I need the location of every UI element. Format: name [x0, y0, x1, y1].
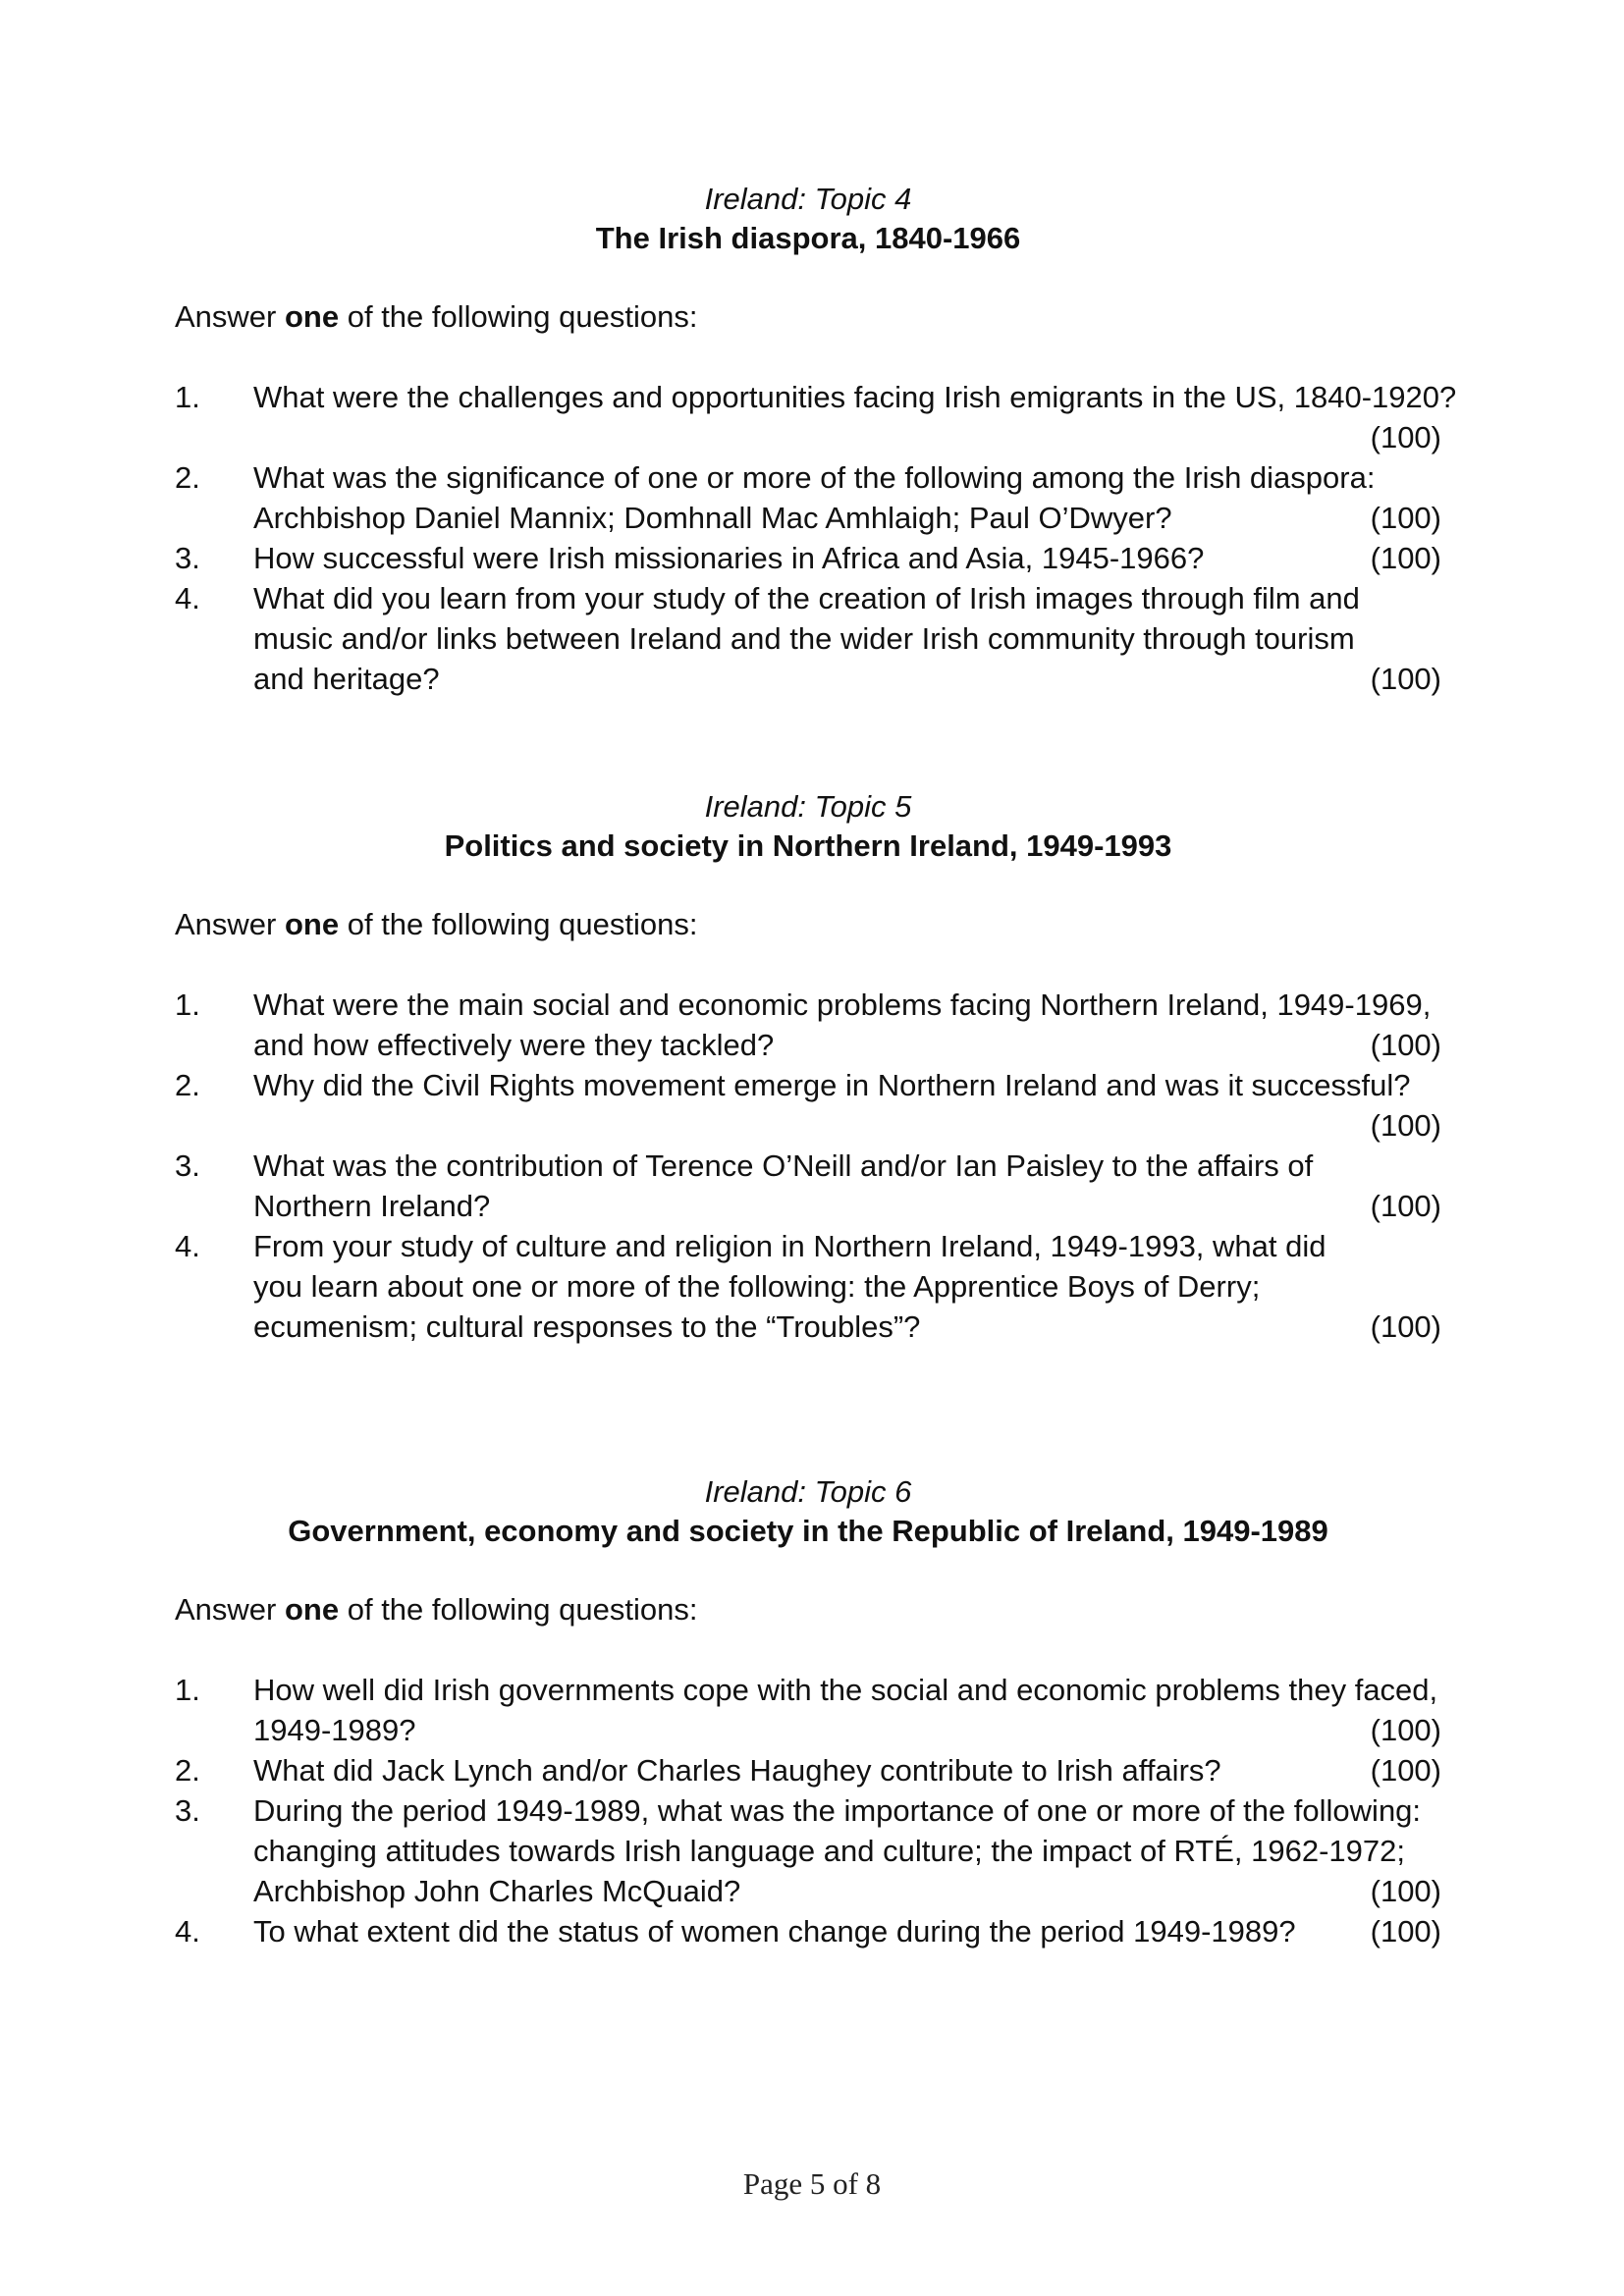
- question-text-line: and how effectively were they tackled? (100): [253, 1025, 1441, 1065]
- question-marks: (100): [1370, 420, 1441, 454]
- question-text-line: and heritage? (100): [253, 659, 1441, 699]
- topic-title: Politics and society in Northern Ireland, 1949-1993: [444, 828, 1172, 863]
- question-text-line: To what extent did the status of women change during the period 1949-1989? (100): [253, 1911, 1441, 1951]
- question-number: 2.: [175, 1753, 200, 1788]
- question-text-line: How successful were Irish missionaries in Africa and Asia, 1945-1966? (100): [253, 538, 1441, 578]
- topic-section: [175, 180, 1457, 699]
- question-number: 4.: [175, 1914, 200, 1949]
- instruction-text: Answer: [175, 907, 285, 941]
- question-number: 3.: [175, 1793, 200, 1828]
- question-text-line: Archbishop Daniel Mannix; Domhnall Mac Amhlaigh; Paul O’Dwyer? (100): [253, 498, 1441, 538]
- question-text-line: Why did the Civil Rights movement emerge in Northern Ireland and was it successful?: [253, 1068, 1411, 1102]
- question-number: 3.: [175, 1148, 200, 1183]
- question-item: [175, 985, 1441, 1065]
- question-number: 1.: [175, 1673, 200, 1707]
- question-number: 1.: [175, 988, 200, 1022]
- question-list: [175, 985, 1441, 1347]
- instruction-emphasis: one: [284, 1592, 340, 1627]
- instruction-emphasis: one: [284, 907, 340, 941]
- question-text-line: Archbishop John Charles McQuaid? (100): [253, 1871, 1441, 1911]
- question-marks: (100): [1370, 1914, 1441, 1949]
- question-text-line: What were the challenges and opportunities facing Irish emigrants in the US, 1840-1920?: [253, 380, 1457, 414]
- instruction-emphasis: one: [284, 299, 340, 334]
- topic-section: [175, 787, 1441, 1347]
- question-item: [175, 1226, 1441, 1347]
- question-marks: (100): [1370, 1713, 1441, 1747]
- question-item: [175, 1911, 1441, 1951]
- question-number: 2.: [175, 460, 200, 495]
- question-number: 3.: [175, 541, 200, 575]
- topic-title: The Irish diaspora, 1840-1966: [595, 221, 1021, 255]
- question-marks: (100): [1370, 1108, 1441, 1143]
- question-text-line: ecumenism; cultural responses to the “Troubles”? (100): [253, 1307, 1441, 1347]
- question-text-line: 1949-1989? (100): [253, 1710, 1441, 1750]
- marks-line: [253, 417, 1441, 457]
- question-text-line: From your study of culture and religion in Northern Ireland, 1949-1993, what did: [253, 1229, 1326, 1263]
- question-text-line: During the period 1949-1989, what was the importance of one or more of the following:: [253, 1793, 1422, 1828]
- instruction-text: of the following questions:: [339, 1592, 698, 1627]
- question-number: 1.: [175, 380, 200, 414]
- question-text-line: music and/or links between Ireland and the wider Irish community through tourism: [253, 621, 1355, 656]
- question-marks: (100): [1370, 501, 1441, 535]
- page-footer: Page 5 of 8: [742, 2166, 882, 2201]
- question-item: [175, 377, 1457, 457]
- question-text-line: What did Jack Lynch and/or Charles Haughey contribute to Irish affairs? (100): [253, 1750, 1441, 1790]
- instruction-text: Answer: [175, 1592, 285, 1627]
- question-text-line: What were the main social and economic problems facing Northern Ireland, 1949-1969,: [253, 988, 1432, 1022]
- question-text-line: you learn about one or more of the following: the Apprentice Boys of Derry;: [253, 1269, 1261, 1304]
- question-marks: (100): [1370, 1189, 1441, 1223]
- question-number: 4.: [175, 1229, 200, 1263]
- question-text-line: What did you learn from your study of the creation of Irish images through film and: [253, 581, 1360, 615]
- topic-title: Government, economy and society in the Republic of Ireland, 1949-1989: [288, 1514, 1328, 1548]
- marks-line: [253, 1105, 1441, 1146]
- question-marks: (100): [1370, 1753, 1441, 1788]
- question-item: [175, 538, 1441, 578]
- topic-section: [175, 1472, 1441, 1951]
- question-marks: (100): [1370, 541, 1441, 575]
- question-list: [175, 377, 1457, 699]
- question-text-line: What was the significance of one or more of the following among the Irish diaspora:: [253, 460, 1376, 495]
- instruction-text: of the following questions:: [339, 907, 698, 941]
- question-item: [175, 1790, 1441, 1911]
- question-text-line: What was the contribution of Terence O’Neill and/or Ian Paisley to the affairs of: [253, 1148, 1314, 1183]
- question-text-line: changing attitudes towards Irish language and culture; the impact of RTÉ, 1962-1972;: [253, 1834, 1405, 1868]
- question-number: 4.: [175, 581, 200, 615]
- topic-label: Ireland: Topic 5: [704, 789, 912, 824]
- question-marks: (100): [1370, 1028, 1441, 1062]
- question-item: [175, 457, 1441, 538]
- question-text-line: How well did Irish governments cope with the social and economic problems they faced,: [253, 1673, 1438, 1707]
- instruction: [175, 297, 1441, 337]
- question-list: [175, 1670, 1441, 1951]
- instruction: [175, 905, 1441, 944]
- question-item: [175, 578, 1441, 699]
- topic-label: Ireland: Topic 6: [704, 1474, 912, 1509]
- question-number: 2.: [175, 1068, 200, 1102]
- instruction-text: of the following questions:: [339, 299, 698, 334]
- instruction-text: Answer: [175, 299, 285, 334]
- question-marks: (100): [1370, 1874, 1441, 1908]
- question-marks: (100): [1370, 662, 1441, 696]
- question-text-line: Northern Ireland? (100): [253, 1186, 1441, 1226]
- topic-label: Ireland: Topic 4: [704, 182, 912, 216]
- instruction: [175, 1590, 1441, 1629]
- question-marks: (100): [1370, 1309, 1441, 1344]
- question-item: [175, 1670, 1441, 1750]
- question-item: [175, 1750, 1441, 1790]
- question-item: [175, 1065, 1441, 1146]
- question-item: [175, 1146, 1441, 1226]
